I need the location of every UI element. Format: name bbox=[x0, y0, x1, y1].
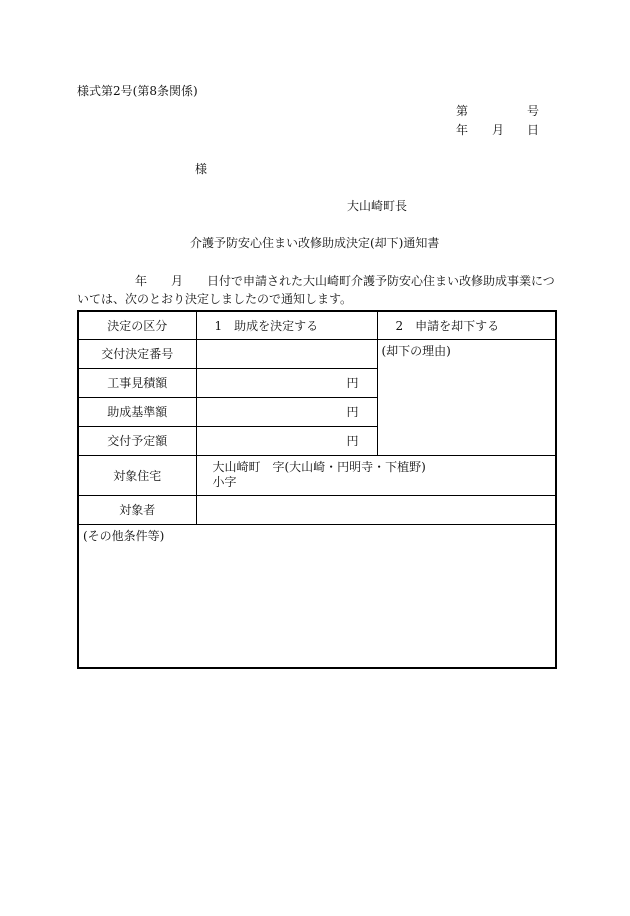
doc-number-prefix: 第 bbox=[456, 104, 469, 118]
grant-number-value bbox=[196, 339, 377, 368]
intro-month: 月 bbox=[171, 274, 184, 288]
planned-amount-label: 交付予定額 bbox=[78, 426, 196, 455]
decision-option-approve: 1 助成を決定する bbox=[196, 311, 377, 339]
date-month: 月 bbox=[492, 123, 505, 137]
table-row-other bbox=[78, 524, 556, 668]
table-row-address bbox=[78, 455, 556, 495]
intro-line-2: いては、次のとおり決定しましたので通知します。 bbox=[77, 292, 353, 306]
other-conditions-cell bbox=[78, 524, 556, 668]
other-conditions-label: (その他条件等) bbox=[83, 528, 165, 543]
doc-number-suffix: 号 bbox=[527, 104, 540, 118]
planned-amount-value bbox=[196, 426, 377, 455]
issuer-name: 大山崎町長 bbox=[347, 199, 408, 213]
person-label: 対象者 bbox=[78, 495, 196, 524]
estimate-label: 工事見積額 bbox=[78, 368, 196, 397]
intro-line-1 bbox=[77, 272, 557, 290]
planned-amount-unit: 円 bbox=[346, 434, 359, 448]
intro-paragraph bbox=[77, 272, 557, 308]
address-line-2: 小字 bbox=[212, 475, 237, 489]
estimate-unit: 円 bbox=[346, 376, 359, 390]
date-year: 年 bbox=[456, 123, 469, 137]
base-amount-label: 助成基準額 bbox=[78, 397, 196, 426]
reject-reason-label: (却下の理由) bbox=[381, 343, 451, 358]
table-row-decision bbox=[78, 311, 556, 339]
address-value bbox=[196, 455, 556, 495]
form-number: 様式第2号(第8条関係) bbox=[77, 84, 198, 98]
base-amount-unit: 円 bbox=[346, 405, 359, 419]
grant-number-label: 交付決定番号 bbox=[78, 339, 196, 368]
table-row-person bbox=[78, 495, 556, 524]
intro-text-rest: 日付で申請された大山崎町介護予防安心住まい改修助成事業につ bbox=[207, 274, 555, 288]
reject-reason-cell bbox=[377, 339, 556, 455]
address-label: 対象住宅 bbox=[78, 455, 196, 495]
date-day: 日 bbox=[527, 123, 540, 137]
decision-label: 決定の区分 bbox=[78, 311, 196, 339]
table-row-number bbox=[78, 339, 556, 368]
addressee-honorific: 様 bbox=[195, 162, 208, 176]
decision-form-table bbox=[77, 310, 557, 669]
person-value bbox=[196, 495, 556, 524]
estimate-value bbox=[196, 368, 377, 397]
address-line-1: 大山崎町 字(大山崎・円明寺・下植野) bbox=[212, 460, 426, 474]
base-amount-value bbox=[196, 397, 377, 426]
document-title: 介護予防安心住まい改修助成決定(却下)通知書 bbox=[190, 236, 440, 250]
intro-year: 年 bbox=[135, 274, 148, 288]
decision-option-reject: 2 申請を却下する bbox=[377, 311, 556, 339]
